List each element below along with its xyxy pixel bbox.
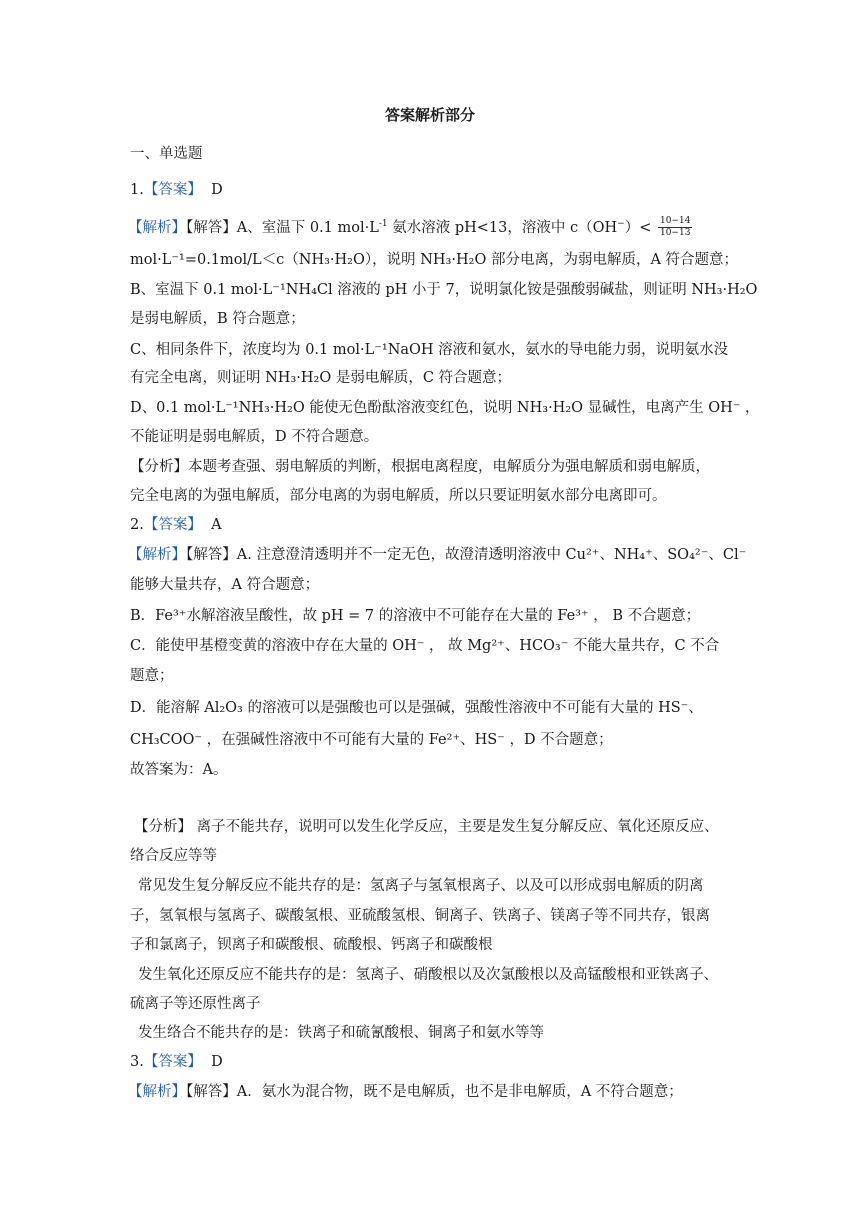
q2-line-11: 常见发生复分解反应不能共存的是：氢离子与氢氧根离子、以及可以形成弱电解质的阴离 [138, 878, 704, 894]
q2-line-1: 【解析】【解答】A. 注意澄清透明并不一定无色，故澄清透明溶液中 Cu²⁺、NH₄⁺、SO₄²⁻、Cl⁻ [128, 547, 747, 563]
q1-jiexi-tag: 【解析】 [128, 219, 186, 236]
q2-line-9: 【分析】 离子不能共存，说明可以发生化学反应，主要是发生复分解反应、氧化还原反应、 [134, 819, 719, 835]
q3-line-1: 【解析】【解答】A．氨水为混合物，既不是电解质，也不是非电解质，A 不符合题意； [128, 1084, 683, 1100]
q1-answer-line [130, 180, 223, 200]
q1-line-5: C、相同条件下，浓度均为 0.1 mol·L⁻¹NaOH 溶液和氨水，氨水的导电能力弱，说明氨水没 [130, 342, 729, 358]
q2-jiexi-tag: 【解析】 [128, 547, 186, 563]
q2-line-3: B．Fe³⁺水解溶液呈酸性，故 pH = 7 的溶液中不可能存在大量的 Fe³⁺ ， B 不合题意； [130, 608, 701, 624]
q2-line-8: 故答案为：A。 [130, 762, 228, 778]
q2-line-15: 硫离子等还原性离子 [130, 996, 261, 1012]
q2-number: 2. [130, 517, 144, 533]
q2-line-10: 络合反应等等 [130, 848, 217, 864]
q3-jiexi-tag: 【解析】 [128, 1084, 186, 1100]
section-heading: 一、单选题 [130, 146, 203, 162]
q1-line-8: 不能证明是弱电解质，D 不符合题意。 [130, 429, 379, 445]
q3-answer-line [130, 1052, 223, 1072]
q1-number: 1. [130, 182, 144, 198]
q2-line-4: C．能使甲基橙变黄的溶液中存在大量的 OH⁻ ， 故 Mg²⁺、HCO₃⁻ 不能大量共存，C 不合 [130, 638, 720, 654]
q1-answer: D [211, 182, 223, 198]
q2-answer: A [211, 517, 222, 533]
q2-line-2: 能够大量共存，A 符合题意； [130, 577, 320, 593]
q1-line-2: mol·L⁻¹=0.1mol/L＜c（NH₃·H₂O），说明 NH₃·H₂O 部分电离，为弱电解质，A 符合题意； [130, 252, 739, 268]
q2-line-7: CH₃COO⁻ ，在强碱性溶液中不可能有大量的 Fe²⁺、HS⁻ ，D 不合题意； [130, 732, 613, 748]
q1-line-6: 有完全电离，则证明 NH₃·H₂O 是弱电解质，C 符合题意； [130, 370, 512, 386]
q2-line-6: D．能溶解 Al₂O₃ 的溶液可以是强酸也可以是强碱，强酸性溶液中不可能有大量的 HS⁻、 [130, 700, 703, 716]
page-title: 答案解析部分 [384, 106, 475, 124]
q2-answer-line [130, 515, 222, 535]
q2-answer-tag: 【答案】 [143, 517, 202, 533]
q2-line-13: 子和氯离子，钡离子和碳酸根、硫酸根、钙离子和碳酸根 [130, 937, 493, 953]
q1-answer-tag: 【答案】 [143, 182, 202, 198]
q1-line-4: 是弱电解质，B 符合题意； [130, 311, 305, 327]
q3-number: 3. [130, 1054, 144, 1070]
q2-line-14: 发生氧化还原反应不能共存的是：氢离子、硝酸根以及次氯酸根以及高锰酸根和亚铁离子、 [138, 967, 718, 983]
q1-line-3: B、室温下 0.1 mol·L⁻¹NH₄Cl 溶液的 pH 小于 7，说明氯化铵是强酸弱碱盐，则证明 NH₃·H₂O [130, 282, 758, 298]
q2-line-16: 发生络合不能共存的是：铁离子和硫氰酸根、铜离子和氨水等等 [138, 1025, 544, 1041]
q1-line-7: D、0.1 mol·L⁻¹NH₃·H₂O 能使无色酚酞溶液变红色，说明 NH₃·H₂O 显碱性，电离产生 OH⁻ ， [130, 400, 760, 416]
q2-line-5: 题意； [130, 668, 174, 684]
q2-line-12: 子，氢氧根与氢离子、碳酸氢根、亚硫酸氢根、铜离子、铁离子、镁离子等不同共存，银离 [130, 908, 710, 924]
q1-line-1: 【解析】【解答】A、室温下 0.1 $mol\cdot L^{-1}$ 氨水溶液 pH<13，溶液中 c（OH−）< $\frac{10-14}{10-13}$ [128, 216, 691, 239]
q1-line-9: 【分析】本题考查强、弱电解质的判断，根据电离程度，电解质分为强电解质和弱电解质， [130, 459, 710, 475]
fraction: $\frac{10-14}{10-13}$ [659, 216, 691, 239]
q3-answer-tag: 【答案】 [143, 1054, 202, 1070]
q1-line-10: 完全电离的为强电解质，部分电离的为弱电解质，所以只要证明氨水部分电离即可。 [130, 488, 667, 504]
q3-answer: D [211, 1054, 223, 1070]
